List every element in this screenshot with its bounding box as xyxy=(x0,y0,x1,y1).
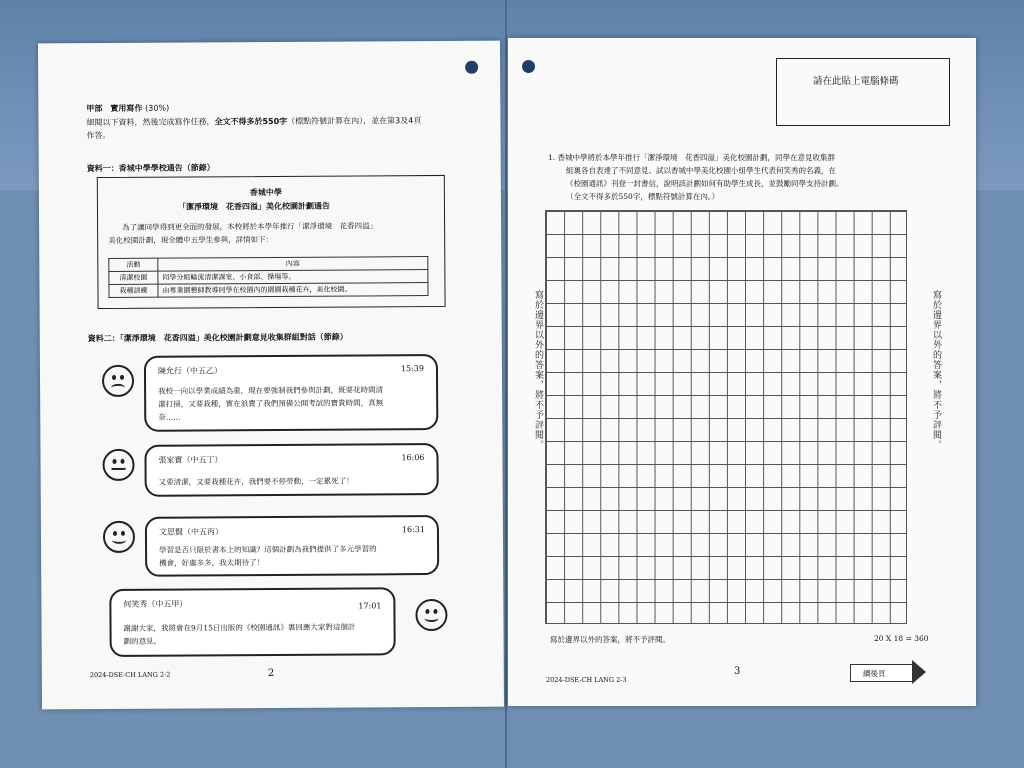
grid-count: 20 X 18 = 360 xyxy=(874,634,929,643)
answer-grid[interactable] xyxy=(545,210,907,624)
margin-note-bottom: 寫於邊界以外的答案，將不予評閱。 xyxy=(550,635,670,644)
instruction-line-1 xyxy=(86,115,421,128)
margin-note-left: 寫於邊界以外的答案，將不予評閱。 xyxy=(533,290,543,450)
chat-time: 16:06 xyxy=(401,453,425,463)
table-seam xyxy=(505,0,507,768)
table-header-cell: 內容 xyxy=(158,257,428,272)
question-line: 1. 香城中學將於本學年推行「潔淨環境 花香四溢」美化校園計劃，同學在意見收集群 xyxy=(548,153,836,162)
chat-message-line: 劃的意見。 xyxy=(123,636,162,646)
instruction-line-2: 作答。 xyxy=(86,130,111,141)
chat-message-line: 又要清潔，又要栽種花卉，我們要不停勞動，一定累死了！ xyxy=(158,476,354,487)
chat-author: 何笑秀（中五甲） xyxy=(123,599,188,609)
chat-author: 陳允行（中五乙） xyxy=(157,366,223,376)
barcode-box xyxy=(776,58,950,126)
notice-body-line-1: 為了讓同學得到更全面的發展，本校將於本學年推行「潔淨環境 花香四溢」 xyxy=(122,221,378,232)
chat-message-line: 機會，好處多多，我太期待了！ xyxy=(159,558,265,568)
continue-arrow-icon xyxy=(850,664,914,682)
chat-time: 16:31 xyxy=(401,525,425,535)
page-number: 2 xyxy=(267,667,275,680)
table-cell: 清潔校園 xyxy=(109,271,158,284)
binder-hole xyxy=(465,61,478,74)
exam-page-left xyxy=(38,41,504,710)
section-title: 甲部 實用寫作 xyxy=(86,103,143,114)
source-two-title: 資料二：「潔淨環境 花香四溢」美化校園計劃意見收集群組對話（節錄） xyxy=(87,332,348,344)
chat-message-line: 學習是否只限於書本上的知識？這個計劃為我們提供了多元學習的 xyxy=(159,544,377,555)
chat-message-line: 潔打掃，又要栽種，實在浪費了我們預備公開考試的寶貴時間，真無 xyxy=(158,398,384,409)
question-line: （全文不得多於550字，標點符號計算在內。） xyxy=(566,192,720,201)
table-cell: 同學分組輪流清潔課室、小食部、操場等。 xyxy=(158,270,428,285)
arrow-head-icon xyxy=(912,660,926,684)
instruction-text-2: （標點符號計算在內），並在第3及4頁 xyxy=(287,116,422,126)
smile-face-icon xyxy=(103,521,135,553)
binder-hole xyxy=(522,60,535,73)
section-heading xyxy=(86,103,169,115)
section-marks: (30%) xyxy=(145,103,170,113)
activity-table xyxy=(108,256,428,298)
margin-note-right: 寫於邊界以外的答案，將不予評閱。 xyxy=(931,290,941,450)
table-header-cell: 活動 xyxy=(109,258,158,271)
page-number: 3 xyxy=(734,666,741,677)
notice-school-name: 香城中學 xyxy=(249,187,282,198)
chat-bubble xyxy=(144,354,438,432)
sad-face-icon xyxy=(102,365,134,397)
footer-code: 2024-DSE-CH LANG 2-3 xyxy=(546,676,627,684)
table-cell: 栽種訓練 xyxy=(109,284,158,297)
chat-author: 張家寶（中五丁） xyxy=(158,455,223,465)
question-line: 組裏各自表達了不同意見。試以香城中學美化校園小組學生代表何笑秀的名義，在 xyxy=(566,166,836,175)
chat-bubble-reply xyxy=(109,587,395,657)
instruction-text: 細閱以下資料，然後完成寫作任務， xyxy=(86,117,215,128)
chat-author: 文思賢（中五丙） xyxy=(158,527,223,537)
notice-body-line-2: 美化校園計劃，現全體中五學生參與，詳情如下： xyxy=(108,234,274,245)
chat-message-line: 奈…… xyxy=(158,412,181,422)
barcode-label: 請在此貼上電腦條碼 xyxy=(813,76,899,87)
instruction-bold: 全文不得多於550字 xyxy=(214,116,288,127)
chat-message-line: 謝謝大家，我將會在9月15日出版的《校園通訊》裏回應大家對這個計 xyxy=(123,622,356,633)
chat-bubble xyxy=(145,515,439,577)
chat-time: 15:39 xyxy=(400,364,424,374)
table-row xyxy=(109,283,428,298)
chat-bubble xyxy=(144,443,438,497)
school-notice-box xyxy=(97,175,446,309)
smile-face-icon xyxy=(415,599,447,631)
notice-title: 「潔淨環境 花香四溢」美化校園計劃通告 xyxy=(177,201,330,212)
source-one-title: 資料一：香城中學學校通告（節錄） xyxy=(86,163,215,174)
chat-time: 17:01 xyxy=(358,601,382,611)
footer-code: 2024-DSE-CH LANG 2-2 xyxy=(89,670,171,680)
continue-label: 續後頁 xyxy=(863,669,886,678)
table-cell: 由專業園藝師教導同學在校園內的園圃栽種花卉，美化校園。 xyxy=(158,283,428,298)
question-line: 《校園通訊》刊登一封書信，說明該計劃如何有助學生成長，並鼓勵同學支持計劃。 xyxy=(566,179,844,188)
chat-message-line: 我校一向以學業成績為重，現在要強制我們參與計劃，既要花時間清 xyxy=(158,385,384,396)
neutral-face-icon xyxy=(102,449,134,481)
